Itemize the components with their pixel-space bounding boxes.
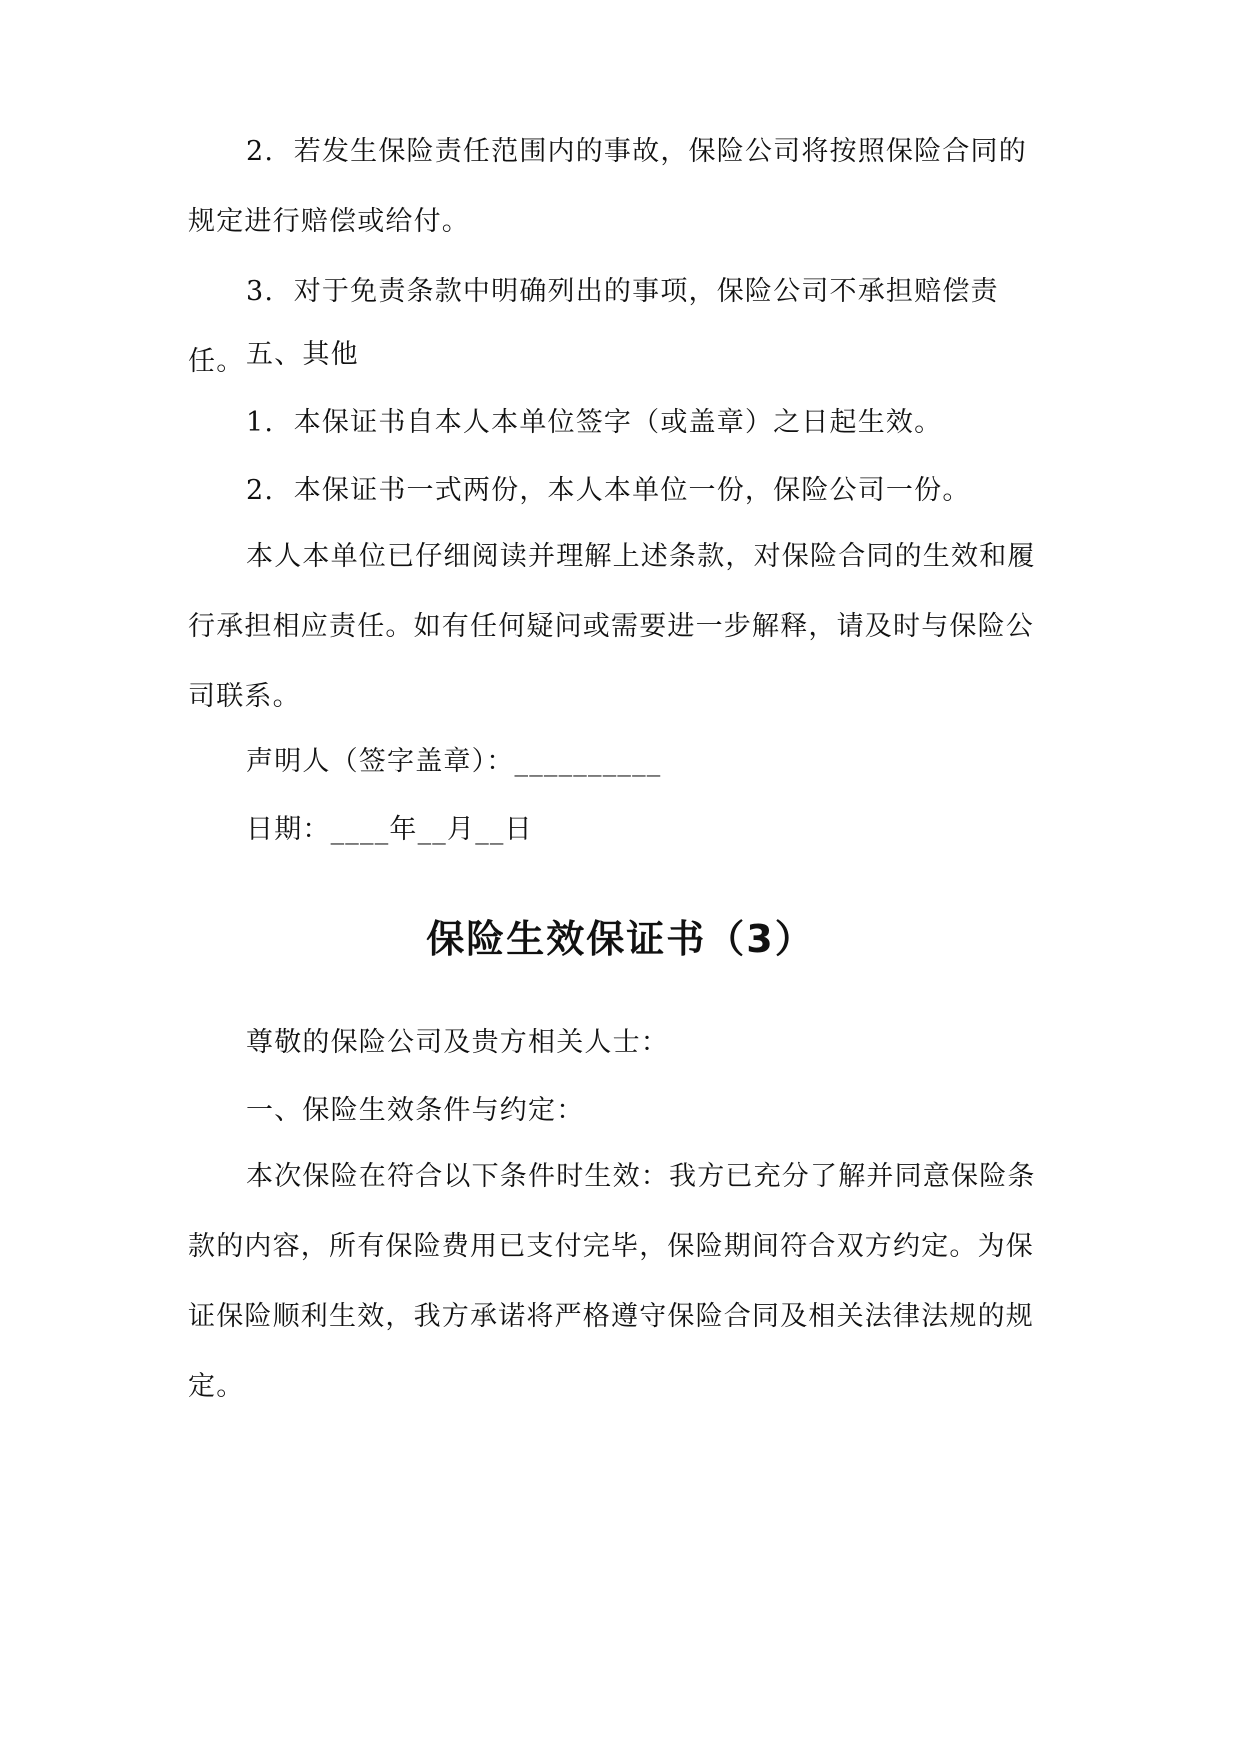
date-line: 日期：____年__月__日	[246, 814, 533, 845]
other-item-1: 1. 本保证书自本人本单位签字（或盖章）之日起生效。	[246, 407, 943, 438]
section-5-heading: 五、其他	[246, 339, 359, 370]
salutation: 尊敬的保险公司及贵方相关人士：	[246, 1027, 669, 1058]
closing-paragraph: 本人本单位已仔细阅读并理解上述条款，对保险合同的生效和履行承担相应责任。如有任何疑问或需要进一步解释，请及时与保险公司联系。	[188, 541, 1036, 712]
document-title: 保险生效保证书（3）	[426, 917, 815, 961]
section-1-heading: 一、保险生效条件与约定：	[246, 1095, 585, 1126]
signer-line: 声明人（签字盖章）：__________	[246, 746, 662, 777]
other-item-2: 2. 本保证书一式两份，本人本单位一份，保险公司一份。	[246, 475, 971, 506]
conditions-paragraph: 本次保险在符合以下条件时生效：我方已充分了解并同意保险条款的内容，所有保险费用已支付完毕，保险期间符合双方约定。为保证保险顺利生效，我方承诺将严格遵守保险合同及相关法律法规的规定。	[188, 1161, 1036, 1402]
clause-3-paragraph: 3. 对于免责条款中明确列出的事项，保险公司不承担赔偿责任。	[188, 276, 999, 377]
clause-2-paragraph: 2. 若发生保险责任范围内的事故，保险公司将按照保险合同的规定进行赔偿或给付。	[188, 136, 1027, 237]
